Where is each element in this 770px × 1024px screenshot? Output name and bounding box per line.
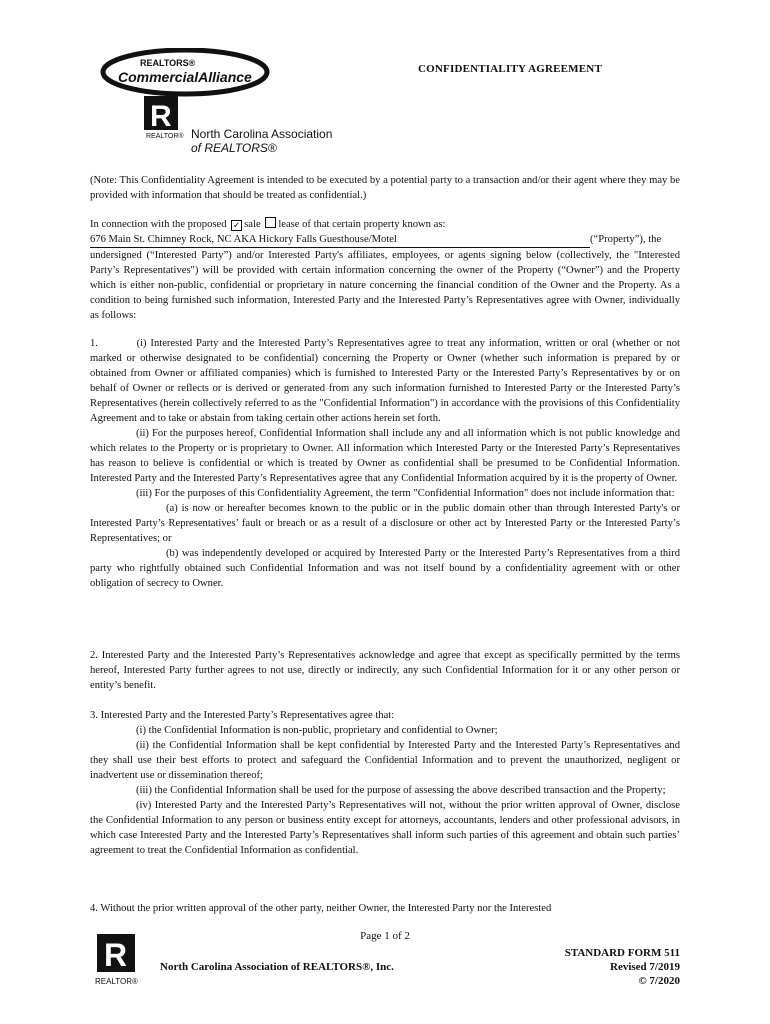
- section-3-iv: (iv) Interested Party and the Interested Party’s Representatives will not, without the prior written approval of Owner, disclose the Confidential Information to any person or business entity except for attorneys, accountants, lenders and other professional advisors, in which case Interested Party and the Interested Party’s Representatives shall inform such parties of this agreement and obtain such parties’ agreement to treat the Confidential Information as confidential.: [90, 800, 680, 856]
- document-title: CONFIDENTIALITY AGREEMENT: [418, 63, 602, 75]
- section-2-text: 2. Interested Party and the Interested Party’s Representatives acknowledge and agree that except as specifically permitted by the terms hereof, Interested Party further agrees to not use, directly or indirectly, any such Confidential Information for it or any other person or entity’s benefit.: [90, 650, 680, 691]
- note-paragraph: [90, 173, 680, 203]
- intro-lead: In connection with the proposed: [90, 219, 227, 230]
- sale-label: sale: [244, 219, 261, 230]
- property-value: 676 Main St. Chimney Rock, NC AKA Hickory Falls Guesthouse/Motel: [90, 234, 397, 245]
- logo-realtor-mark: REALTOR®: [146, 133, 184, 140]
- logo-line1: REALTORS®: [140, 58, 196, 68]
- section-4: [90, 901, 680, 916]
- section-1-b: (b) was independently developed or acquired by Interested Party or the Interested Party’s Representatives from a third party who rightfully obtained such Confidential Information and was not itself bound by a confidentiality agreement with or other obligation of secrecy to Owner.: [90, 548, 680, 589]
- section-1-i: 1. (i) Interested Party and the Interested Party’s Representatives agree to treat any information, written or oral (whether or not marked or otherwise designated to be confidential) concerning the Property or Owner (whether such information is prepared by or obtained from Owner or affiliated companies) which is furnished to Interested Party or the Interested Party’s Representatives by or on behalf of Owner or reflects or is derived or generated from any such information furnished to Interested Party or the Interested Party’s Representatives (herein collectively referred to as the "Confidential Information") in accordance with the provisions of this Confidentiality Agreement and to take or abstain from taking certain other actions herein set forth.: [90, 338, 683, 424]
- form-number: STANDARD FORM 511: [564, 947, 680, 959]
- property-suffix: (“Property”), the: [590, 234, 662, 245]
- section-1-a: (a) is now or hereafter becomes known to the public or in the public domain other than through Interested Party's or Interested Party’s Representatives’ fault or breach or as a result of a disclosure or other act by Interested Party or the Interested Party’s Representatives; or: [90, 503, 680, 544]
- footer-association: North Carolina Association of REALTORS®, Inc.: [160, 961, 394, 973]
- logo-line2: CommercialAlliance: [118, 69, 252, 85]
- logo-assoc-line1: North Carolina Association: [191, 127, 333, 141]
- page-number: Page 1 of 2: [360, 930, 410, 942]
- realtor-r-icon: [95, 932, 145, 988]
- section-3-text: 3. Interested Party and the Interested Party’s Representatives agree that:: [90, 710, 395, 721]
- realtor-logo: [95, 932, 145, 988]
- footer-realtor-mark: REALTOR®: [95, 977, 138, 986]
- form-copyright: © 7/2020: [638, 975, 680, 987]
- logo-assoc-line2: of REALTORS®: [191, 141, 277, 155]
- form-info: [520, 946, 680, 988]
- logo-graphic: [100, 48, 360, 160]
- svg-text:R: R: [150, 100, 172, 133]
- section-3-ii: (ii) the Confidential Information shall be kept confidential by Interested Party and the Interested Party’s Representatives and they shall use their best efforts to protect and safeguard the Confidential Information and to prevent the unauthorized, negligent or inadvertent use or dissemination thereof;: [90, 740, 680, 781]
- svg-text:R: R: [104, 937, 128, 973]
- section-3: [90, 708, 680, 858]
- intro-paragraph: [90, 217, 680, 323]
- lease-checkbox[interactable]: [265, 217, 276, 228]
- lease-label: lease of that certain property known as:: [278, 219, 446, 230]
- note-text: (Note: This Confidentiality Agreement is intended to be executed by a potential party to a transaction and/or their agent where they may be provided with information that should be treated as confidential.): [90, 175, 680, 201]
- section-1: [90, 336, 683, 591]
- form-revised: Revised 7/2019: [610, 961, 680, 973]
- sale-checkbox[interactable]: ✓: [232, 220, 241, 230]
- commercial-alliance-logo: [100, 48, 360, 160]
- intro-rest: undersigned (“Interested Party”) and/or Interested Party's affiliates, employees, or agents signing below (collectively, the "Interested Party’s Representatives") will be provided with certain information concerning the owner of the Property (“Owner”) and the Property which is either non-public, confidential or proprietary in nature concerning the financial condition of the Owner and the Property. As a condition to being furnished such information, Interested Party and the Interested Party’s Representatives agree with Owner, individually as follows:: [90, 250, 680, 321]
- section-4-text: 4. Without the prior written approval of the other party, neither Owner, the Interested Party nor the Interested: [90, 903, 552, 914]
- section-3-i: (i) the Confidential Information is non-public, proprietary and confidential to Owner;: [136, 725, 498, 736]
- section-1-ii: (ii) For the purposes hereof, Confidential Information shall include any and all information which is not public knowledge and which relates to the Property or is proprietary to Owner. All information which Interested Party or the Interested Party’s Representatives has reason to believe is confidential or which is treated by Owner as confidential shall be presumed to be Confidential Information. Interested Party and the Interested Party’s Representatives agree that any Confidential Information acquired by it is the property of Owner.: [90, 428, 680, 484]
- section-3-iii: (iii) the Confidential Information shall be used for the purpose of assessing the above described transaction and the Property;: [136, 785, 666, 796]
- property-field[interactable]: [90, 232, 590, 248]
- section-1-iii: (iii) For the purposes of this Confidentiality Agreement, the term "Confidential Information" does not include information that:: [136, 488, 675, 499]
- section-2: [90, 648, 680, 693]
